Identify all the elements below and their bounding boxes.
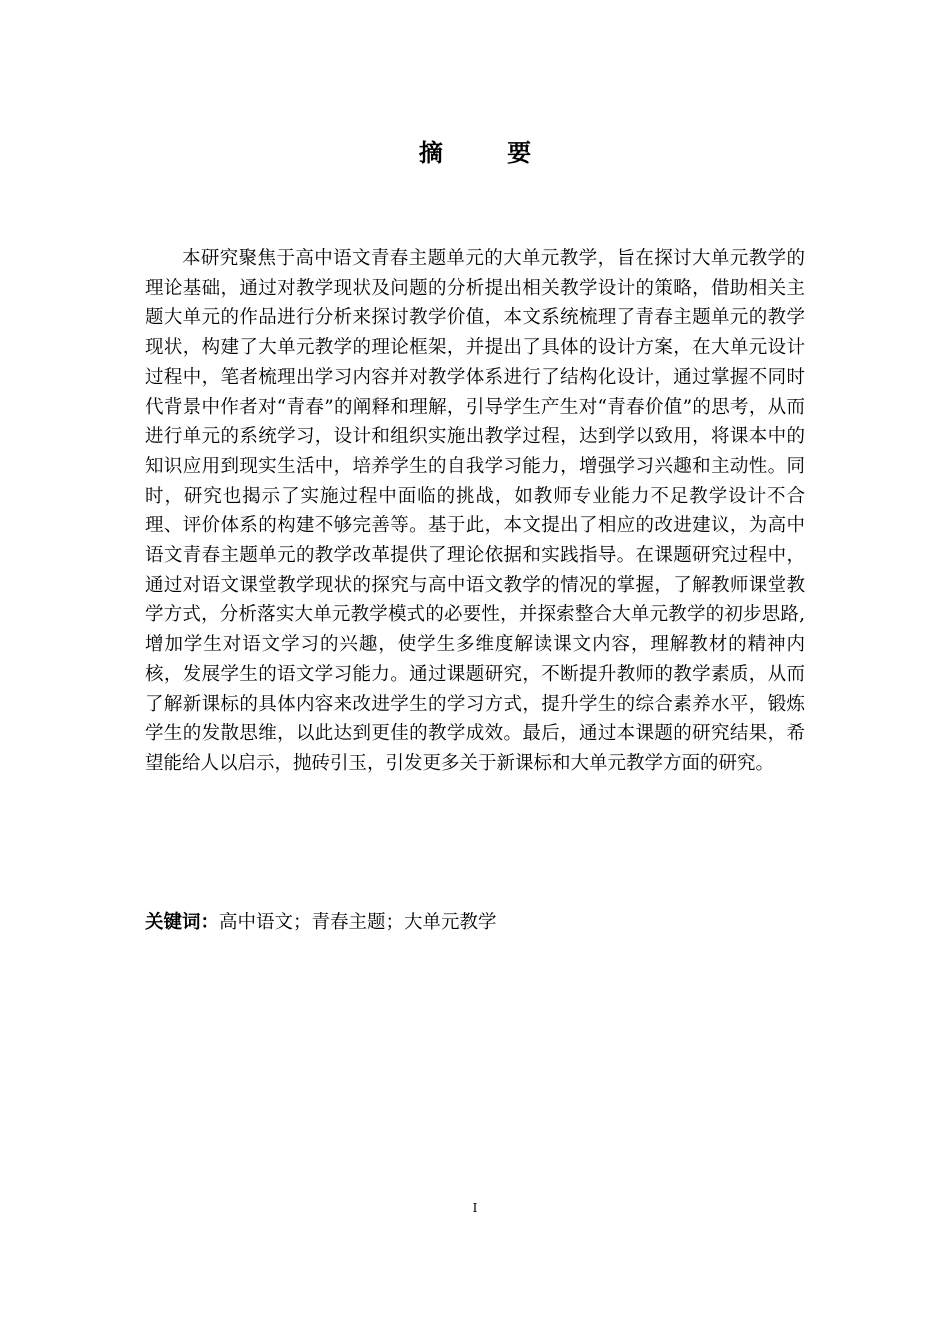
abstract-body: 本研究聚焦于高中语文青春主题单元的大单元教学，旨在探讨大单元教学的理论基础，通过对教学现状及问题的分析提出相关教学设计的策略，借助相关主题大单元的作品进行分析来探讨教学价值，本文系统梳理了青春主题单元的教学现状，构建了大单元教学的理论框架，并提出了具体的设计方案，在大单元设计过程中，笔者梳理出学习内容并对教学体系进行了结构化设计，通过掌握不同时代背景中作者对“青春”的阐释和理解，引导学生产生对“青春价值”的思考，从而进行单元的系统学习，设计和组织实施出教学过程，达到学以致用，将课本中的知识应用到现实生活中，培养学生的自我学习能力，增强学习兴趣和主动性。同时，研究也揭示了实施过程中面临的挑战，如教师专业能力不足教学设计不合理、评价体系的构建不够完善等。基于此，本文提出了相应的改进建议，为高中语文青春主题单元的教学改革提供了理论依据和实践指导。在课题研究过程中，通过对语文课堂教学现状的探究与高中语文教学的情况的掌握，了解教师课堂教学方式，分析落实大单元教学模式的必要性，并探索整合大单元教学的初步思路,增加学生对语文学习的兴趣，使学生多维度解读课文内容，理解教材的精神内核，发展学生的语文学习能力。通过课题研究，不断提升教师的教学素质，从而了解新课标的具体内容来改进学生的学习方式，提升学生的综合素养水平，锻炼学生的发散思维，以此达到更佳的教学成效。最后，通过本课题的研究结果，希望能给人以启示，抛砖引玉，引发更多关于新课标和大单元教学方面的研究。 xyxy=(145,248,805,774)
page-number: I xyxy=(472,1201,478,1215)
keywords-line xyxy=(145,908,805,938)
keywords-label: 关键词： xyxy=(145,912,220,933)
keywords-text: 高中语文；青春主题；大单元教学 xyxy=(219,912,497,933)
abstract-title: 摘 要 xyxy=(418,139,560,167)
